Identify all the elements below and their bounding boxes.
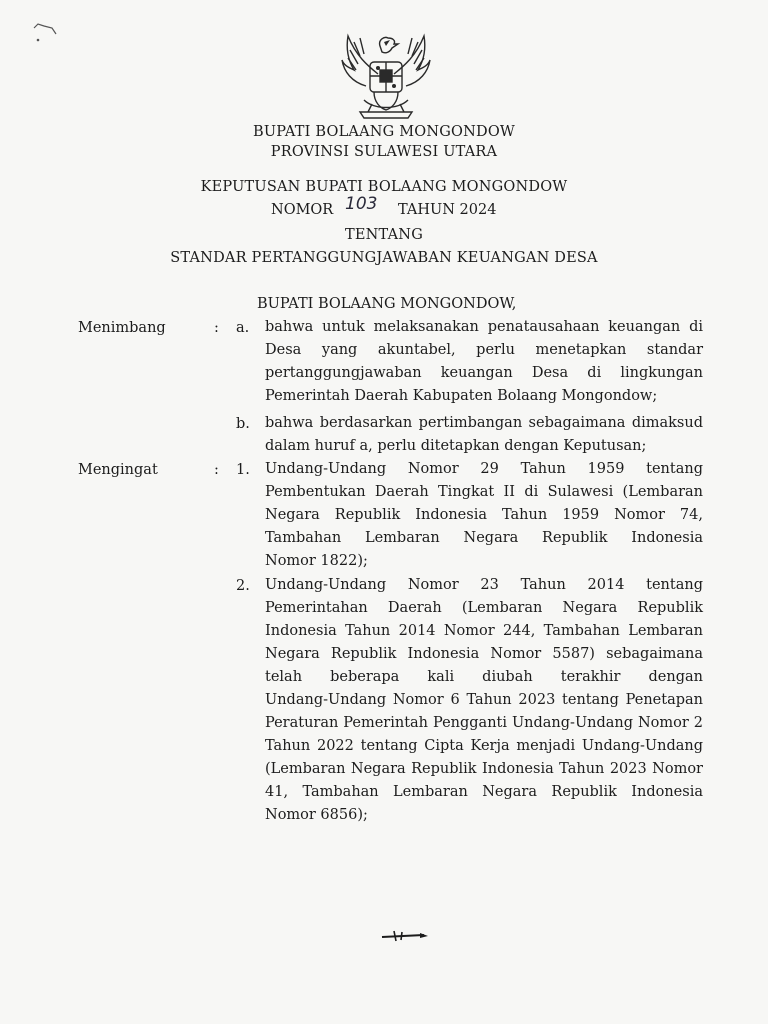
mengingat-colon: : bbox=[214, 462, 219, 478]
nomor-label: NOMOR bbox=[271, 202, 334, 218]
decree-subject: STANDAR PERTANGGUNGJAWABAN KEUANGAN DESA bbox=[170, 250, 598, 266]
item-marker: a. bbox=[236, 320, 250, 336]
text-line: Tahun 2022 tentang Cipta Kerja menjadi Undang-Undang bbox=[265, 738, 703, 754]
text-line: Desa yang akuntabel, perlu menetapkan standar bbox=[265, 342, 703, 358]
item-marker: 2. bbox=[236, 578, 250, 594]
menimbang-item-b bbox=[265, 412, 703, 458]
text-line: Pemerintahan Daerah (Lembaran Negara Republik bbox=[265, 600, 703, 616]
garuda-emblem-icon bbox=[334, 26, 438, 126]
text-line: Indonesia Tahun 2014 Nomor 244, Tambahan Lembaran bbox=[265, 623, 703, 639]
item-marker: 1. bbox=[236, 462, 250, 478]
year-label: TAHUN 2024 bbox=[398, 202, 497, 218]
text-line: Nomor 6856); bbox=[265, 807, 368, 823]
authority-line: BUPATI BOLAANG MONGONDOW, bbox=[257, 296, 517, 312]
mengingat-item-1 bbox=[265, 458, 703, 573]
decree-number-line bbox=[0, 194, 768, 224]
mengingat-label: Mengingat bbox=[78, 462, 158, 478]
text-line: Pembentukan Daerah Tingkat II di Sulawesi (Lembaran bbox=[265, 484, 703, 500]
text-line: 41, Tambahan Lembaran Negara Republik Indonesia bbox=[265, 784, 703, 800]
scan-speck-icon bbox=[28, 14, 68, 44]
text-line: Undang-Undang Nomor 6 Tahun 2023 tentang Penetapan bbox=[265, 692, 703, 708]
text-line: Peraturan Pemerintah Pengganti Undang-Undang Nomor 2 bbox=[265, 715, 703, 731]
menimbang-colon: : bbox=[214, 320, 219, 336]
text-line: Negara Republik Indonesia Tahun 1959 Nomor 74, bbox=[265, 507, 703, 523]
text-line: pertanggungjawaban keuangan Desa di lingkungan bbox=[265, 365, 703, 381]
item-marker: b. bbox=[236, 416, 250, 432]
text-line: Undang-Undang Nomor 23 Tahun 2014 tentang bbox=[265, 577, 703, 593]
text-line: telah beberapa kali diubah terakhir dengan bbox=[265, 669, 703, 685]
text-line: Nomor 1822); bbox=[265, 553, 368, 569]
office-title: BUPATI BOLAANG MONGONDOW bbox=[252, 124, 516, 140]
handwritten-number: 103 bbox=[345, 194, 378, 214]
tentang-heading: TENTANG bbox=[345, 227, 423, 243]
menimbang-item-a bbox=[265, 316, 703, 408]
initial-mark-icon bbox=[380, 928, 430, 944]
text-line: Undang-Undang Nomor 29 Tahun 1959 tentang bbox=[265, 461, 703, 477]
text-line: Tambahan Lembaran Negara Republik Indonesia bbox=[265, 530, 703, 546]
decree-title: KEPUTUSAN BUPATI BOLAANG MONGONDOW bbox=[200, 179, 568, 195]
text-line: Negara Republik Indonesia Nomor 5587) sebagaimana bbox=[265, 646, 703, 662]
text-line: bahwa untuk melaksanakan penatausahaan keuangan di bbox=[265, 319, 703, 335]
province-title: PROVINSI SULAWESI UTARA bbox=[270, 144, 498, 160]
text-line: bahwa berdasarkan pertimbangan sebagaimana dimaksud bbox=[265, 415, 703, 431]
text-line: dalam huruf a, perlu ditetapkan dengan Keputusan; bbox=[265, 438, 647, 454]
text-line: Pemerintah Daerah Kabupaten Bolaang Mongondow; bbox=[265, 388, 658, 404]
mengingat-item-2 bbox=[265, 574, 703, 827]
text-line: (Lembaran Negara Republik Indonesia Tahun 2023 Nomor bbox=[265, 761, 703, 777]
menimbang-label: Menimbang bbox=[78, 320, 166, 336]
